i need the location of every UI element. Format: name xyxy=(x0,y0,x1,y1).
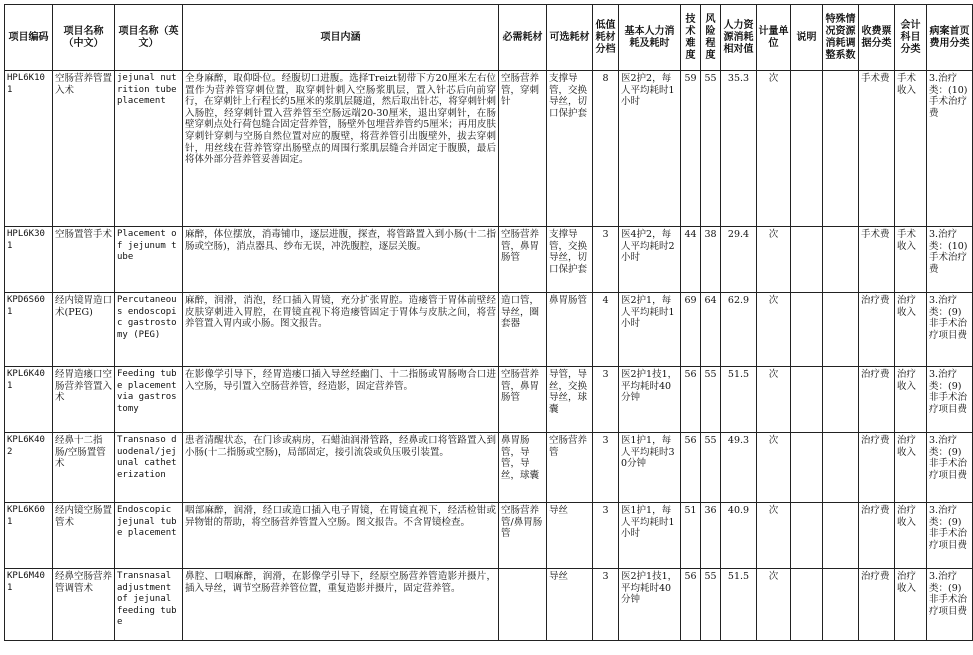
table-row xyxy=(5,569,973,641)
cell-coef xyxy=(823,503,859,569)
cell-unit: 次 xyxy=(757,293,791,367)
cell-optional: 支撑导管，交换导丝，切口保护套 xyxy=(547,71,593,227)
cell-difficulty: 51 xyxy=(681,503,701,569)
cell-name-en: Endoscopic jejunal tube placement xyxy=(115,503,183,569)
cell-record: 3.治疗类：(10)手术治疗费 xyxy=(927,227,973,293)
cell-name-cn: 经鼻十二指肠/空肠置管术 xyxy=(53,433,115,503)
cell-code: KPL6M401 xyxy=(5,569,53,641)
header-row xyxy=(5,5,973,71)
cell-name-cn: 空肠营养管置入术 xyxy=(53,71,115,227)
cell-labor: 医2护1技1，平均耗时40分钟 xyxy=(619,569,681,641)
header-code: 项目编码 xyxy=(5,5,53,71)
cell-code: KPD6S601 xyxy=(5,293,53,367)
cell-risk: 55 xyxy=(701,569,721,641)
cell-name-en: Transnasal adjustment of jejunal feeding tube xyxy=(115,569,183,641)
header-difficulty: 技术难度 xyxy=(681,5,701,71)
medical-service-table xyxy=(4,4,973,641)
cell-optional: 导丝 xyxy=(547,503,593,569)
table-row xyxy=(5,367,973,433)
cell-optional: 支撑导管，交换导丝，切口保护套 xyxy=(547,227,593,293)
cell-name-cn: 经胃造瘘口空肠营养管置入术 xyxy=(53,367,115,433)
cell-name-en: Feeding tube placement via gastrostomy xyxy=(115,367,183,433)
cell-risk: 36 xyxy=(701,503,721,569)
cell-tier: 8 xyxy=(593,71,619,227)
cell-coef xyxy=(823,367,859,433)
cell-record: 3.治疗类：(9)非手术治疗项目费 xyxy=(927,433,973,503)
cell-tier: 3 xyxy=(593,433,619,503)
cell-unit: 次 xyxy=(757,433,791,503)
cell-coef xyxy=(823,227,859,293)
cell-record: 3.治疗类：(9)非手术治疗项目费 xyxy=(927,293,973,367)
header-coef: 特殊情况资源消耗调整系数 xyxy=(823,5,859,71)
cell-required: 空肠营养管，鼻胃肠管 xyxy=(499,227,547,293)
cell-unit: 次 xyxy=(757,71,791,227)
cell-name-cn: 空肠置管手术 xyxy=(53,227,115,293)
cell-code: KPL6K402 xyxy=(5,433,53,503)
table-row xyxy=(5,227,973,293)
cell-hr: 51.5 xyxy=(721,569,757,641)
cell-labor: 医2护2，每人平均耗时1小时 xyxy=(619,71,681,227)
cell-record: 3.治疗类：(9)非手术治疗项目费 xyxy=(927,367,973,433)
cell-code: KPL6K401 xyxy=(5,367,53,433)
cell-labor: 医2护1，每人平均耗时1小时 xyxy=(619,293,681,367)
cell-receipt: 手术费 xyxy=(859,227,895,293)
cell-note xyxy=(791,367,823,433)
cell-difficulty: 56 xyxy=(681,367,701,433)
cell-coef xyxy=(823,71,859,227)
table-row xyxy=(5,433,973,503)
cell-code: KPL6K601 xyxy=(5,503,53,569)
cell-content: 全身麻醉，取仰卧位。经腹切口进腹。选择Treizt韧带下方20厘米左右位置作为营养管穿刺位置，取穿刺针刺入空肠浆肌层，置入针芯后向前穿行，在穿刺针上行程长约5厘米的浆肌层隧道，然后取出针芯，将穿刺针刺入肠腔，经穿刺针置入营养管至空肠远端20-30厘米，退出穿刺针，在肠壁穿刺点处行荷包缝合固定营养管，肠壁外包埋营养管约5厘米；再用皮肤穿刺针穿刺与空肠自然位置对应的腹壁，将营养管引出腹壁外，拔去穿刺针，用丝线在营养管穿出肠壁点的周围行浆肌层缝合并固定于腹膜，最后将体外部分营养管妥善固定。 xyxy=(183,71,499,227)
header-name-en: 项目名称（英文） xyxy=(115,5,183,71)
header-labor: 基本人力消耗及耗时 xyxy=(619,5,681,71)
cell-hr: 62.9 xyxy=(721,293,757,367)
cell-name-cn: 经鼻空肠营养管调管术 xyxy=(53,569,115,641)
cell-tier: 3 xyxy=(593,569,619,641)
cell-hr: 49.3 xyxy=(721,433,757,503)
header-optional: 可选耗材 xyxy=(547,5,593,71)
cell-note xyxy=(791,503,823,569)
cell-content: 患者清醒状态，在门诊或病房，石蜡油润滑管路，经鼻或口将管路置入到小肠(十二指肠或空肠)，局部固定，接引流袋或负压吸引装置。 xyxy=(183,433,499,503)
cell-risk: 64 xyxy=(701,293,721,367)
cell-receipt: 治疗费 xyxy=(859,433,895,503)
cell-content: 麻醉，体位摆放，消毒铺巾，逐层进腹，探查，将管路置入到小肠(十二指肠或空肠)，消点器具、纱布无误，冲洗腹腔，逐层关腹。 xyxy=(183,227,499,293)
cell-note xyxy=(791,569,823,641)
cell-account: 治疗收入 xyxy=(895,293,927,367)
cell-tier: 3 xyxy=(593,367,619,433)
cell-note xyxy=(791,71,823,227)
cell-account: 治疗收入 xyxy=(895,367,927,433)
header-unit: 计量单位 xyxy=(757,5,791,71)
header-account: 会计科目分类 xyxy=(895,5,927,71)
cell-record: 3.治疗类：(10)手术治疗费 xyxy=(927,71,973,227)
cell-optional: 导丝 xyxy=(547,569,593,641)
table-row xyxy=(5,503,973,569)
cell-unit: 次 xyxy=(757,569,791,641)
cell-required: 造口管，导丝，圈套器 xyxy=(499,293,547,367)
cell-account: 手术收入 xyxy=(895,71,927,227)
cell-name-en: Transnaso duodenal/jejunal catheterization xyxy=(115,433,183,503)
cell-account: 治疗收入 xyxy=(895,503,927,569)
cell-receipt: 治疗费 xyxy=(859,293,895,367)
cell-name-en: Percutaneous endoscopic gastrostomy (PEG) xyxy=(115,293,183,367)
cell-receipt: 治疗费 xyxy=(859,503,895,569)
cell-optional: 鼻胃肠管 xyxy=(547,293,593,367)
header-name-cn: 项目名称（中文） xyxy=(53,5,115,71)
cell-name-en: Placement of jejunum tube xyxy=(115,227,183,293)
cell-record: 3.治疗类：(9)非手术治疗项目费 xyxy=(927,569,973,641)
cell-difficulty: 56 xyxy=(681,569,701,641)
cell-labor: 医1护1，每人平均耗时30分钟 xyxy=(619,433,681,503)
cell-code: HPL6K101 xyxy=(5,71,53,227)
table-row xyxy=(5,293,973,367)
cell-receipt: 手术费 xyxy=(859,71,895,227)
cell-difficulty: 44 xyxy=(681,227,701,293)
cell-difficulty: 69 xyxy=(681,293,701,367)
cell-risk: 38 xyxy=(701,227,721,293)
cell-coef xyxy=(823,293,859,367)
cell-required: 鼻胃肠管，导管，导丝，球囊 xyxy=(499,433,547,503)
cell-required: 空肠营养管，鼻胃肠管 xyxy=(499,367,547,433)
cell-receipt: 治疗费 xyxy=(859,569,895,641)
cell-labor: 医1护1，每人平均耗时1小时 xyxy=(619,503,681,569)
cell-difficulty: 59 xyxy=(681,71,701,227)
cell-coef xyxy=(823,433,859,503)
cell-tier: 4 xyxy=(593,293,619,367)
cell-difficulty: 56 xyxy=(681,433,701,503)
header-tier: 低值耗材分档 xyxy=(593,5,619,71)
cell-account: 治疗收入 xyxy=(895,433,927,503)
cell-risk: 55 xyxy=(701,71,721,227)
cell-note xyxy=(791,293,823,367)
cell-account: 治疗收入 xyxy=(895,569,927,641)
cell-hr: 40.9 xyxy=(721,503,757,569)
header-receipt: 收费票据分类 xyxy=(859,5,895,71)
header-required: 必需耗材 xyxy=(499,5,547,71)
cell-required: 空肠营养管/鼻胃肠管 xyxy=(499,503,547,569)
cell-hr: 51.5 xyxy=(721,367,757,433)
cell-content: 麻醉，润滑，消泡，经口插入胃镜，充分扩张胃腔。造瘘管于胃体前壁经皮肤穿刺进入胃腔，在胃镜直视下将造瘘管固定于胃体与皮肤之间，将营养管置入胃内或小肠。图文报告。 xyxy=(183,293,499,367)
cell-unit: 次 xyxy=(757,227,791,293)
header-content: 项目内涵 xyxy=(183,5,499,71)
header-note: 说明 xyxy=(791,5,823,71)
cell-tier: 3 xyxy=(593,227,619,293)
header-hr: 人力资源消耗相对值 xyxy=(721,5,757,71)
cell-receipt: 治疗费 xyxy=(859,367,895,433)
cell-hr: 29.4 xyxy=(721,227,757,293)
cell-content: 咽部麻醉，润滑，经口或造口插入电子胃镜，在胃镜直视下，经活检钳或异物钳的帮助，将空肠营养管置入空肠。图文报告。不含胃镜检查。 xyxy=(183,503,499,569)
cell-note xyxy=(791,227,823,293)
cell-code: HPL6K301 xyxy=(5,227,53,293)
cell-optional: 空肠营养管 xyxy=(547,433,593,503)
cell-labor: 医2护1技1，平均耗时40分钟 xyxy=(619,367,681,433)
header-risk: 风险程度 xyxy=(701,5,721,71)
cell-name-en: jejunal nutrition tube placement xyxy=(115,71,183,227)
cell-unit: 次 xyxy=(757,503,791,569)
cell-risk: 55 xyxy=(701,433,721,503)
cell-required: 空肠营养管，穿刺针 xyxy=(499,71,547,227)
cell-note xyxy=(791,433,823,503)
cell-hr: 35.3 xyxy=(721,71,757,227)
cell-name-cn: 经内镜空肠置管术 xyxy=(53,503,115,569)
cell-account: 手术收入 xyxy=(895,227,927,293)
header-record: 病案首页费用分类 xyxy=(927,5,973,71)
cell-name-cn: 经内镜胃造口术(PEG) xyxy=(53,293,115,367)
cell-content: 鼻腔、口咽麻醉，润滑，在影像学引导下，经原空肠营养管造影并摄片，插入导丝，调节空肠营养管位置，重复造影并摄片，固定营养管。 xyxy=(183,569,499,641)
cell-risk: 55 xyxy=(701,367,721,433)
cell-labor: 医4护2，每人平均耗时2小时 xyxy=(619,227,681,293)
cell-record: 3.治疗类：(9)非手术治疗项目费 xyxy=(927,503,973,569)
cell-content: 在影像学引导下，经胃造瘘口插入导丝经幽门、十二指肠或胃肠吻合口进入空肠，导引置入空肠营养管，经造影，固定营养管。 xyxy=(183,367,499,433)
table-row xyxy=(5,71,973,227)
cell-required xyxy=(499,569,547,641)
cell-tier: 3 xyxy=(593,503,619,569)
cell-unit: 次 xyxy=(757,367,791,433)
cell-optional: 导管，导丝，交换导丝，球囊 xyxy=(547,367,593,433)
cell-coef xyxy=(823,569,859,641)
